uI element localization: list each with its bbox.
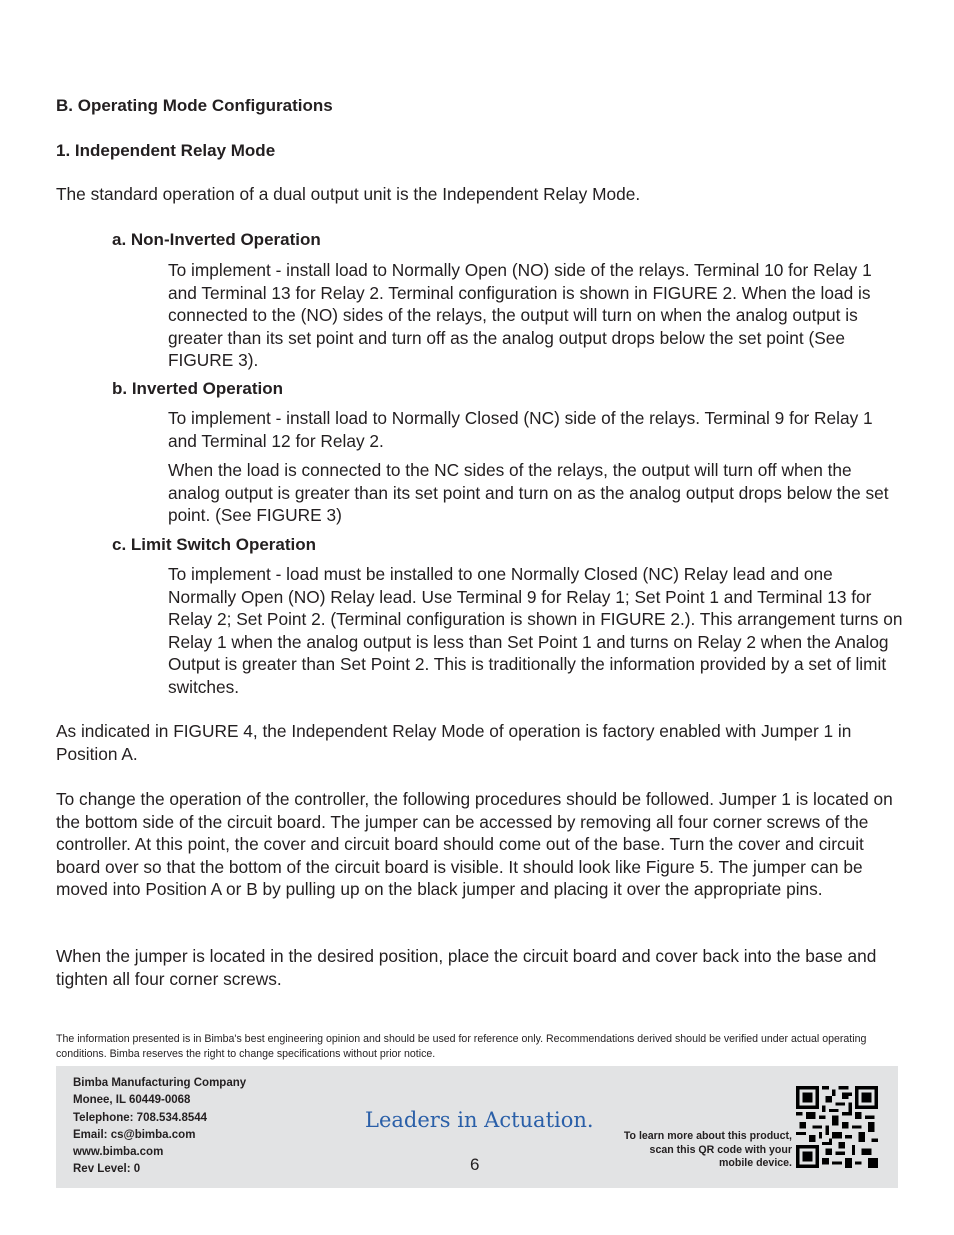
body-paragraph-1: As indicated in FIGURE 4, the Independent Relay Mode of operation is factory enabled with Jumper 1 in Position A. — [56, 721, 852, 764]
company-email[interactable]: Email: cs@bimba.com — [73, 1128, 196, 1141]
sub-heading: 1. Independent Relay Mode — [56, 141, 276, 160]
page-number: 6 — [470, 1155, 480, 1174]
disclaimer: The information presented is in Bimba's best engineering opinion and should be used for reference only. Recommendations derived should be verified under actual operating conditions. Bimba reserves the right to change specifications without prior notice. — [56, 1033, 867, 1060]
item-b-heading: b. Inverted Operation — [112, 379, 283, 398]
rev-level: Rev Level: 0 — [73, 1163, 141, 1176]
item-a-paragraph: To implement - install load to Normally Open (NO) side of the relays. Terminal 10 for Relay 1 and Terminal 13 for Relay 2. Terminal configuration is shown in FIGURE 2. When the load is connected to the (NO) sides of the relays, the output will turn on when the analog output is greater than its set point and turn off as the analog output drops below the set point (See FIGURE 3). — [168, 260, 872, 370]
company-telephone: Telephone: 708.534.8544 — [73, 1111, 208, 1124]
item-b-paragraph-2: When the load is connected to the NC sides of the relays, the output will turn off when the analog output is greater than its set point and turn on as the analog output drops below the set point. (See FIGURE 3) — [168, 460, 889, 525]
intro-paragraph: The standard operation of a dual output unit is the Independent Relay Mode. — [56, 184, 641, 204]
company-address: Monee, IL 60449-0068 — [73, 1094, 191, 1107]
qr-caption: To learn more about this product, scan this QR code with your mobile device. — [623, 1130, 792, 1169]
qr-code-icon[interactable] — [796, 1086, 878, 1168]
body-paragraph-3: When the jumper is located in the desired position, place the circuit board and cover back into the base and tighten all four corner screws. — [56, 946, 877, 989]
item-c-paragraph: To implement - load must be installed to one Normally Closed (NC) Relay lead and one Normally Open (NO) Relay lead. Use Terminal 9 for Relay 1; Set Point 1 and Terminal 13 for Relay 2; Set Point 2. (Terminal configuration is shown in FIGURE 2.). This arrangement turns on Relay 1 when the analog output is less than Set Point 1 and turns on Relay 2 when the Analog Output is greater than Set Point 2. This is traditionally the information provided by a set of limit switches. — [168, 564, 903, 697]
item-b-paragraph-1: To implement - install load to Normally Closed (NC) side of the relays. Terminal 9 for Relay 1 and Terminal 12 for Relay 2. — [168, 408, 873, 451]
company-info — [73, 1075, 246, 1179]
body-paragraph-2: To change the operation of the controller, the following procedures should be followed. Jumper 1 is located on the bottom side of the circuit board. The jumper can be accessed by removing all four corner screws of the controller. At this point, the cover and circuit board should come out of the base. Turn the cover and circuit board over so that the bottom of the circuit board is visible. It should look like Figure 5. The jumper can be moved into Position A or B by pulling up on the black jumper and placing it over the appropriate pins. — [56, 789, 893, 899]
item-c-heading: c. Limit Switch Operation — [112, 535, 317, 554]
company-name: Bimba Manufacturing Company — [73, 1077, 247, 1089]
tagline: Leaders in Actuation. — [365, 1108, 594, 1132]
item-a-heading: a. Non-Inverted Operation — [112, 230, 321, 249]
section-heading: B. Operating Mode Configurations — [56, 96, 333, 115]
company-website[interactable]: www.bimba.com — [73, 1146, 164, 1159]
